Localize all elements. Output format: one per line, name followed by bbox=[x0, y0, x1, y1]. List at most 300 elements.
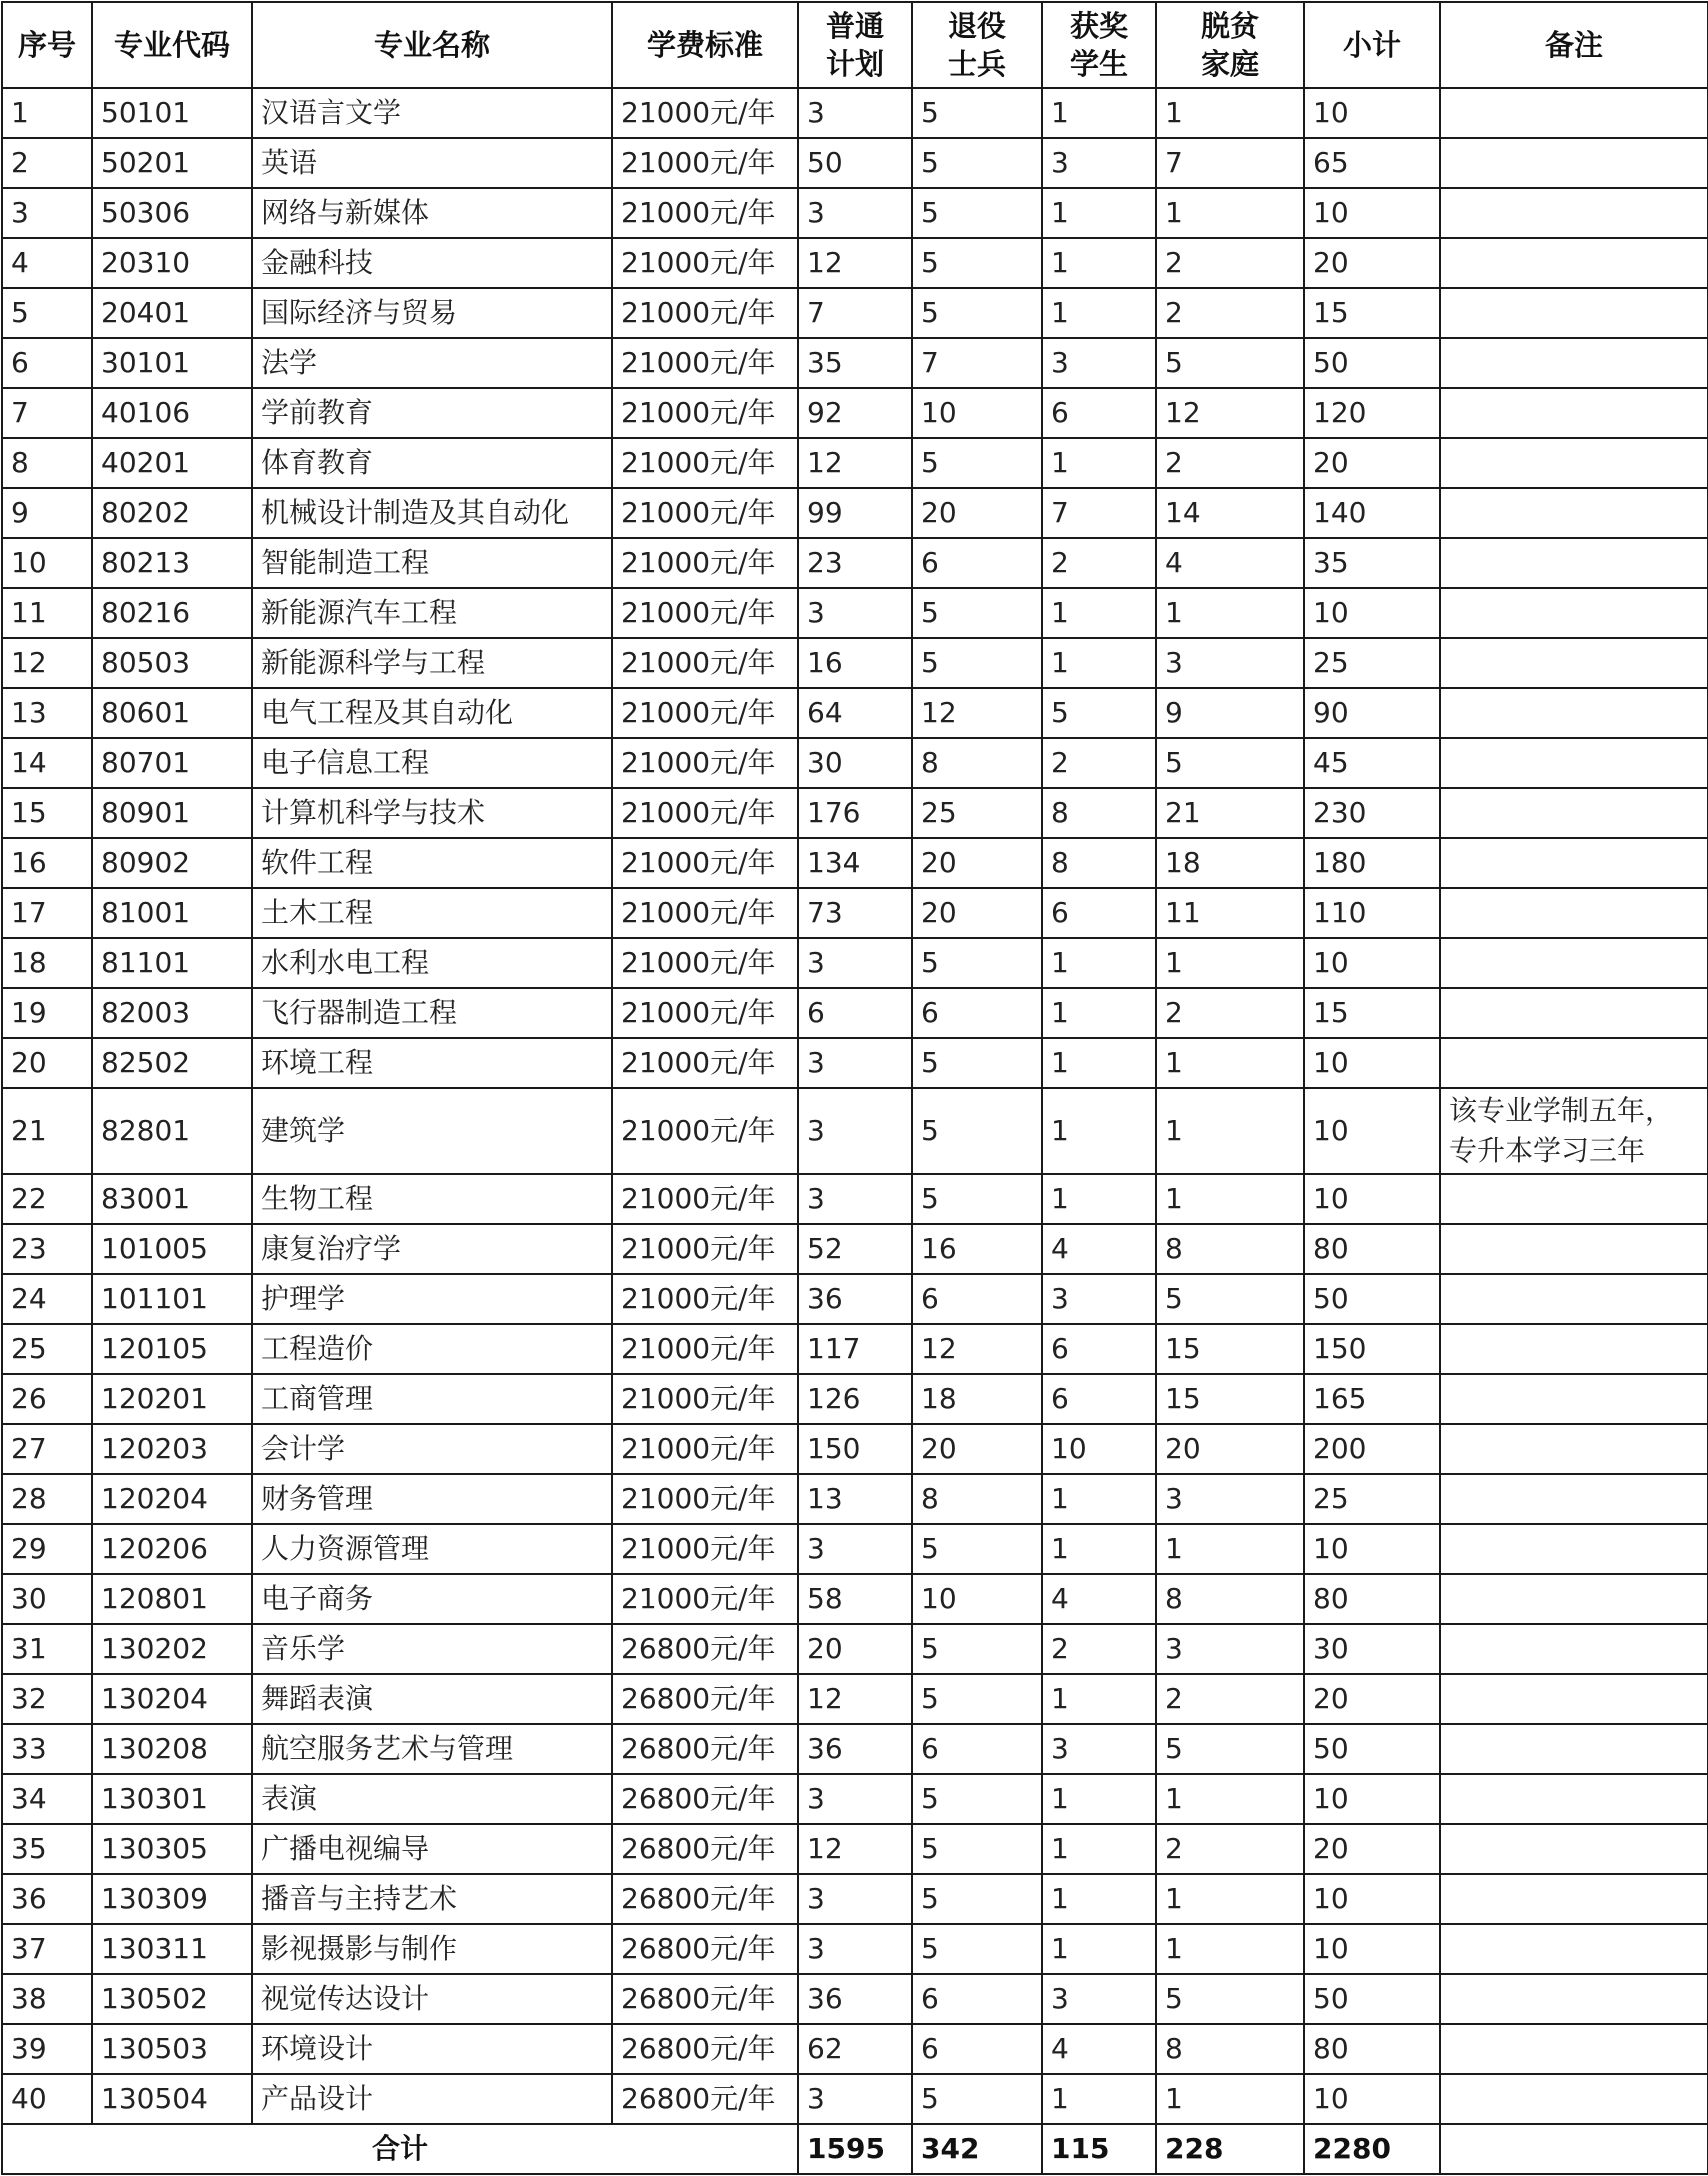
header-name: 专业名称 bbox=[252, 2, 612, 88]
cell-fee: 21000元/年 bbox=[612, 288, 798, 338]
cell-name: 舞蹈表演 bbox=[252, 1674, 612, 1724]
cell-poverty: 2 bbox=[1156, 1674, 1304, 1724]
header-remarks: 备注 bbox=[1440, 2, 1708, 88]
cell-poverty: 9 bbox=[1156, 688, 1304, 738]
cell-award: 8 bbox=[1042, 838, 1156, 888]
cell-note bbox=[1440, 1724, 1708, 1774]
cell-veteran: 6 bbox=[912, 538, 1042, 588]
table-row bbox=[2, 1424, 1708, 1474]
cell-regular: 7 bbox=[798, 288, 912, 338]
cell-regular: 64 bbox=[798, 688, 912, 738]
cell-poverty: 1 bbox=[1156, 1038, 1304, 1088]
cell-award: 1 bbox=[1042, 1824, 1156, 1874]
table-row bbox=[2, 1174, 1708, 1224]
cell-veteran: 20 bbox=[912, 888, 1042, 938]
cell-note bbox=[1440, 1224, 1708, 1274]
table-row bbox=[2, 1274, 1708, 1324]
cell-veteran: 8 bbox=[912, 1474, 1042, 1524]
cell-award: 7 bbox=[1042, 488, 1156, 538]
cell-regular: 30 bbox=[798, 738, 912, 788]
cell-fee: 21000元/年 bbox=[612, 938, 798, 988]
cell-name: 工商管理 bbox=[252, 1374, 612, 1424]
cell-veteran: 5 bbox=[912, 138, 1042, 188]
cell-fee: 21000元/年 bbox=[612, 1524, 798, 1574]
cell-note bbox=[1440, 1174, 1708, 1224]
cell-regular: 3 bbox=[798, 1774, 912, 1824]
table-row bbox=[2, 888, 1708, 938]
cell-note bbox=[1440, 738, 1708, 788]
cell-poverty: 12 bbox=[1156, 388, 1304, 438]
cell-name: 新能源汽车工程 bbox=[252, 588, 612, 638]
cell-regular: 3 bbox=[798, 1174, 912, 1224]
cell-seq: 32 bbox=[2, 1674, 92, 1724]
cell-fee: 21000元/年 bbox=[612, 1324, 798, 1374]
cell-note bbox=[1440, 988, 1708, 1038]
cell-fee: 26800元/年 bbox=[612, 1774, 798, 1824]
cell-award: 1 bbox=[1042, 1088, 1156, 1174]
cell-regular: 3 bbox=[798, 588, 912, 638]
cell-subtotal: 20 bbox=[1304, 438, 1440, 488]
cell-poverty: 1 bbox=[1156, 1524, 1304, 1574]
cell-poverty: 5 bbox=[1156, 738, 1304, 788]
cell-subtotal: 165 bbox=[1304, 1374, 1440, 1424]
cell-code: 130311 bbox=[92, 1924, 252, 1974]
cell-veteran: 6 bbox=[912, 1974, 1042, 2024]
cell-poverty: 3 bbox=[1156, 1624, 1304, 1674]
cell-seq: 19 bbox=[2, 988, 92, 1038]
table-row bbox=[2, 238, 1708, 288]
cell-name: 表演 bbox=[252, 1774, 612, 1824]
cell-veteran: 5 bbox=[912, 88, 1042, 138]
cell-seq: 27 bbox=[2, 1424, 92, 1474]
cell-award: 1 bbox=[1042, 2074, 1156, 2124]
table-row bbox=[2, 438, 1708, 488]
cell-code: 83001 bbox=[92, 1174, 252, 1224]
cell-veteran: 18 bbox=[912, 1374, 1042, 1424]
cell-seq: 10 bbox=[2, 538, 92, 588]
cell-poverty: 20 bbox=[1156, 1424, 1304, 1474]
cell-award: 4 bbox=[1042, 2024, 1156, 2074]
table-row bbox=[2, 1038, 1708, 1088]
cell-code: 81101 bbox=[92, 938, 252, 988]
cell-note bbox=[1440, 938, 1708, 988]
cell-poverty: 8 bbox=[1156, 2024, 1304, 2074]
cell-seq: 40 bbox=[2, 2074, 92, 2124]
table-row bbox=[2, 838, 1708, 888]
cell-code: 80213 bbox=[92, 538, 252, 588]
cell-subtotal: 10 bbox=[1304, 1088, 1440, 1174]
cell-name: 飞行器制造工程 bbox=[252, 988, 612, 1038]
cell-subtotal: 10 bbox=[1304, 588, 1440, 638]
cell-award: 8 bbox=[1042, 788, 1156, 838]
table-row bbox=[2, 88, 1708, 138]
cell-fee: 21000元/年 bbox=[612, 1088, 798, 1174]
totals-label: 合计 bbox=[2, 2124, 798, 2174]
cell-poverty: 3 bbox=[1156, 1474, 1304, 1524]
cell-fee: 26800元/年 bbox=[612, 1674, 798, 1724]
cell-subtotal: 10 bbox=[1304, 1924, 1440, 1974]
cell-veteran: 20 bbox=[912, 1424, 1042, 1474]
cell-name: 护理学 bbox=[252, 1274, 612, 1324]
cell-poverty: 2 bbox=[1156, 988, 1304, 1038]
cell-regular: 12 bbox=[798, 438, 912, 488]
cell-subtotal: 50 bbox=[1304, 1274, 1440, 1324]
cell-code: 120801 bbox=[92, 1574, 252, 1624]
cell-subtotal: 50 bbox=[1304, 1724, 1440, 1774]
table-row bbox=[2, 1624, 1708, 1674]
cell-award: 3 bbox=[1042, 138, 1156, 188]
cell-award: 1 bbox=[1042, 1524, 1156, 1574]
totals-regular: 1595 bbox=[798, 2124, 912, 2174]
cell-regular: 99 bbox=[798, 488, 912, 538]
cell-name: 航空服务艺术与管理 bbox=[252, 1724, 612, 1774]
cell-veteran: 5 bbox=[912, 1174, 1042, 1224]
cell-note bbox=[1440, 438, 1708, 488]
cell-note bbox=[1440, 688, 1708, 738]
cell-name: 英语 bbox=[252, 138, 612, 188]
table-row bbox=[2, 1524, 1708, 1574]
cell-seq: 31 bbox=[2, 1624, 92, 1674]
cell-subtotal: 10 bbox=[1304, 938, 1440, 988]
cell-name: 土木工程 bbox=[252, 888, 612, 938]
cell-seq: 22 bbox=[2, 1174, 92, 1224]
cell-regular: 52 bbox=[798, 1224, 912, 1274]
cell-fee: 21000元/年 bbox=[612, 438, 798, 488]
cell-veteran: 5 bbox=[912, 438, 1042, 488]
cell-veteran: 25 bbox=[912, 788, 1042, 838]
table-row bbox=[2, 488, 1708, 538]
cell-poverty: 21 bbox=[1156, 788, 1304, 838]
cell-code: 101005 bbox=[92, 1224, 252, 1274]
cell-veteran: 5 bbox=[912, 2074, 1042, 2124]
cell-regular: 36 bbox=[798, 1274, 912, 1324]
cell-seq: 7 bbox=[2, 388, 92, 438]
cell-code: 80701 bbox=[92, 738, 252, 788]
cell-subtotal: 110 bbox=[1304, 888, 1440, 938]
cell-regular: 12 bbox=[798, 1824, 912, 1874]
table-row bbox=[2, 1224, 1708, 1274]
cell-code: 80503 bbox=[92, 638, 252, 688]
cell-note bbox=[1440, 2074, 1708, 2124]
cell-poverty: 18 bbox=[1156, 838, 1304, 888]
cell-veteran: 5 bbox=[912, 638, 1042, 688]
cell-fee: 21000元/年 bbox=[612, 388, 798, 438]
cell-regular: 117 bbox=[798, 1324, 912, 1374]
cell-award: 1 bbox=[1042, 238, 1156, 288]
totals-poverty: 228 bbox=[1156, 2124, 1304, 2174]
cell-award: 6 bbox=[1042, 1324, 1156, 1374]
table-row bbox=[2, 388, 1708, 438]
cell-subtotal: 120 bbox=[1304, 388, 1440, 438]
cell-fee: 21000元/年 bbox=[612, 688, 798, 738]
cell-name: 康复治疗学 bbox=[252, 1224, 612, 1274]
cell-poverty: 2 bbox=[1156, 1824, 1304, 1874]
cell-veteran: 5 bbox=[912, 238, 1042, 288]
cell-poverty: 15 bbox=[1156, 1374, 1304, 1424]
header-row bbox=[2, 2, 1708, 88]
cell-poverty: 1 bbox=[1156, 588, 1304, 638]
table-row bbox=[2, 538, 1708, 588]
cell-note bbox=[1440, 488, 1708, 538]
cell-subtotal: 140 bbox=[1304, 488, 1440, 538]
cell-subtotal: 20 bbox=[1304, 1824, 1440, 1874]
cell-note bbox=[1440, 188, 1708, 238]
cell-note bbox=[1440, 538, 1708, 588]
cell-note bbox=[1440, 1274, 1708, 1324]
cell-note bbox=[1440, 138, 1708, 188]
cell-code: 130204 bbox=[92, 1674, 252, 1724]
cell-award: 2 bbox=[1042, 1624, 1156, 1674]
cell-poverty: 5 bbox=[1156, 1274, 1304, 1324]
table-row bbox=[2, 188, 1708, 238]
cell-seq: 3 bbox=[2, 188, 92, 238]
cell-award: 6 bbox=[1042, 888, 1156, 938]
totals-subtotal: 2280 bbox=[1304, 2124, 1440, 2174]
table-row bbox=[2, 988, 1708, 1038]
cell-name: 广播电视编导 bbox=[252, 1824, 612, 1874]
cell-veteran: 7 bbox=[912, 338, 1042, 388]
cell-subtotal: 65 bbox=[1304, 138, 1440, 188]
cell-subtotal: 180 bbox=[1304, 838, 1440, 888]
totals-note bbox=[1440, 2124, 1708, 2174]
cell-fee: 21000元/年 bbox=[612, 238, 798, 288]
cell-subtotal: 80 bbox=[1304, 1574, 1440, 1624]
cell-poverty: 14 bbox=[1156, 488, 1304, 538]
cell-award: 2 bbox=[1042, 538, 1156, 588]
cell-regular: 3 bbox=[798, 1088, 912, 1174]
cell-seq: 33 bbox=[2, 1724, 92, 1774]
cell-name: 学前教育 bbox=[252, 388, 612, 438]
cell-poverty: 5 bbox=[1156, 338, 1304, 388]
cell-code: 80902 bbox=[92, 838, 252, 888]
cell-name: 软件工程 bbox=[252, 838, 612, 888]
cell-award: 1 bbox=[1042, 1924, 1156, 1974]
cell-poverty: 4 bbox=[1156, 538, 1304, 588]
cell-note bbox=[1440, 1424, 1708, 1474]
table-row bbox=[2, 1824, 1708, 1874]
cell-award: 1 bbox=[1042, 1174, 1156, 1224]
cell-regular: 3 bbox=[798, 1038, 912, 1088]
cell-fee: 21000元/年 bbox=[612, 1574, 798, 1624]
cell-regular: 134 bbox=[798, 838, 912, 888]
cell-note bbox=[1440, 288, 1708, 338]
cell-name: 视觉传达设计 bbox=[252, 1974, 612, 2024]
cell-poverty: 1 bbox=[1156, 1774, 1304, 1824]
cell-code: 82502 bbox=[92, 1038, 252, 1088]
cell-regular: 23 bbox=[798, 538, 912, 588]
cell-seq: 4 bbox=[2, 238, 92, 288]
header-subtotal: 小计 bbox=[1304, 2, 1440, 88]
cell-poverty: 1 bbox=[1156, 938, 1304, 988]
cell-award: 3 bbox=[1042, 338, 1156, 388]
cell-name: 电子信息工程 bbox=[252, 738, 612, 788]
cell-name: 新能源科学与工程 bbox=[252, 638, 612, 688]
cell-name: 国际经济与贸易 bbox=[252, 288, 612, 338]
cell-poverty: 15 bbox=[1156, 1324, 1304, 1374]
table-row bbox=[2, 1574, 1708, 1624]
cell-veteran: 10 bbox=[912, 388, 1042, 438]
cell-veteran: 5 bbox=[912, 1774, 1042, 1824]
cell-award: 4 bbox=[1042, 1224, 1156, 1274]
cell-veteran: 20 bbox=[912, 838, 1042, 888]
cell-note bbox=[1440, 388, 1708, 438]
cell-regular: 3 bbox=[798, 1524, 912, 1574]
cell-fee: 21000元/年 bbox=[612, 988, 798, 1038]
cell-note bbox=[1440, 1874, 1708, 1924]
cell-regular: 12 bbox=[798, 1674, 912, 1724]
cell-veteran: 5 bbox=[912, 1824, 1042, 1874]
cell-seq: 16 bbox=[2, 838, 92, 888]
cell-fee: 21000元/年 bbox=[612, 788, 798, 838]
cell-seq: 37 bbox=[2, 1924, 92, 1974]
cell-fee: 21000元/年 bbox=[612, 138, 798, 188]
header-regular-line2: 计划 bbox=[825, 47, 884, 81]
cell-note bbox=[1440, 88, 1708, 138]
cell-veteran: 5 bbox=[912, 188, 1042, 238]
cell-seq: 34 bbox=[2, 1774, 92, 1824]
cell-name: 机械设计制造及其自动化 bbox=[252, 488, 612, 538]
cell-note bbox=[1440, 838, 1708, 888]
table-row bbox=[2, 1088, 1708, 1174]
cell-regular: 20 bbox=[798, 1624, 912, 1674]
cell-seq: 17 bbox=[2, 888, 92, 938]
cell-award: 1 bbox=[1042, 1674, 1156, 1724]
header-regular bbox=[798, 2, 912, 88]
cell-award: 10 bbox=[1042, 1424, 1156, 1474]
cell-regular: 35 bbox=[798, 338, 912, 388]
header-veteran-line1: 退役 bbox=[947, 9, 1006, 43]
cell-subtotal: 10 bbox=[1304, 188, 1440, 238]
cell-veteran: 5 bbox=[912, 1674, 1042, 1724]
cell-poverty: 1 bbox=[1156, 1174, 1304, 1224]
cell-award: 6 bbox=[1042, 388, 1156, 438]
cell-code: 130202 bbox=[92, 1624, 252, 1674]
table-row bbox=[2, 688, 1708, 738]
cell-award: 1 bbox=[1042, 638, 1156, 688]
cell-poverty: 1 bbox=[1156, 1924, 1304, 1974]
cell-award: 3 bbox=[1042, 1274, 1156, 1324]
cell-seq: 25 bbox=[2, 1324, 92, 1374]
cell-regular: 3 bbox=[798, 1874, 912, 1924]
cell-award: 1 bbox=[1042, 288, 1156, 338]
cell-fee: 21000元/年 bbox=[612, 338, 798, 388]
table-body bbox=[2, 88, 1708, 2124]
cell-seq: 29 bbox=[2, 1524, 92, 1574]
cell-poverty: 1 bbox=[1156, 188, 1304, 238]
cell-fee: 21000元/年 bbox=[612, 188, 798, 238]
cell-veteran: 5 bbox=[912, 1088, 1042, 1174]
cell-award: 1 bbox=[1042, 1874, 1156, 1924]
cell-note bbox=[1440, 2024, 1708, 2074]
header-poverty-line2: 家庭 bbox=[1200, 47, 1259, 81]
cell-veteran: 5 bbox=[912, 938, 1042, 988]
cell-name: 播音与主持艺术 bbox=[252, 1874, 612, 1924]
cell-fee: 21000元/年 bbox=[612, 1474, 798, 1524]
cell-code: 40201 bbox=[92, 438, 252, 488]
cell-fee: 26800元/年 bbox=[612, 1924, 798, 1974]
cell-veteran: 5 bbox=[912, 1038, 1042, 1088]
header-poverty-line1: 脱贫 bbox=[1200, 9, 1259, 43]
cell-seq: 11 bbox=[2, 588, 92, 638]
cell-subtotal: 30 bbox=[1304, 1624, 1440, 1674]
cell-award: 3 bbox=[1042, 1974, 1156, 2024]
cell-veteran: 5 bbox=[912, 588, 1042, 638]
cell-name: 环境设计 bbox=[252, 2024, 612, 2074]
cell-note bbox=[1440, 1574, 1708, 1624]
cell-poverty: 5 bbox=[1156, 1974, 1304, 2024]
cell-code: 120206 bbox=[92, 1524, 252, 1574]
cell-award: 1 bbox=[1042, 988, 1156, 1038]
cell-poverty: 2 bbox=[1156, 238, 1304, 288]
cell-note bbox=[1440, 1038, 1708, 1088]
cell-fee: 26800元/年 bbox=[612, 1974, 798, 2024]
cell-name: 人力资源管理 bbox=[252, 1524, 612, 1574]
table-row bbox=[2, 288, 1708, 338]
cell-poverty: 1 bbox=[1156, 1088, 1304, 1174]
cell-award: 1 bbox=[1042, 588, 1156, 638]
cell-fee: 21000元/年 bbox=[612, 1424, 798, 1474]
cell-code: 130504 bbox=[92, 2074, 252, 2124]
cell-award: 3 bbox=[1042, 1724, 1156, 1774]
cell-fee: 21000元/年 bbox=[612, 1224, 798, 1274]
cell-veteran: 6 bbox=[912, 988, 1042, 1038]
cell-name: 环境工程 bbox=[252, 1038, 612, 1088]
cell-fee: 26800元/年 bbox=[612, 1874, 798, 1924]
cell-regular: 16 bbox=[798, 638, 912, 688]
cell-name: 电子商务 bbox=[252, 1574, 612, 1624]
cell-note bbox=[1440, 238, 1708, 288]
cell-veteran: 5 bbox=[912, 1524, 1042, 1574]
cell-seq: 20 bbox=[2, 1038, 92, 1088]
cell-code: 120105 bbox=[92, 1324, 252, 1374]
cell-code: 130301 bbox=[92, 1774, 252, 1824]
cell-name: 电气工程及其自动化 bbox=[252, 688, 612, 738]
cell-note bbox=[1440, 338, 1708, 388]
cell-seq: 14 bbox=[2, 738, 92, 788]
cell-poverty: 2 bbox=[1156, 438, 1304, 488]
table-row bbox=[2, 2074, 1708, 2124]
cell-note bbox=[1440, 638, 1708, 688]
header-veteran-line2: 士兵 bbox=[947, 47, 1006, 81]
cell-subtotal: 10 bbox=[1304, 88, 1440, 138]
header-seq: 序号 bbox=[2, 2, 92, 88]
cell-subtotal: 25 bbox=[1304, 1474, 1440, 1524]
table-row bbox=[2, 138, 1708, 188]
cell-veteran: 5 bbox=[912, 1874, 1042, 1924]
cell-regular: 150 bbox=[798, 1424, 912, 1474]
totals-row bbox=[2, 2124, 1708, 2174]
cell-note bbox=[1440, 1324, 1708, 1374]
header-code: 专业代码 bbox=[92, 2, 252, 88]
header-award-line2: 学生 bbox=[1069, 47, 1128, 81]
cell-fee: 26800元/年 bbox=[612, 2074, 798, 2124]
table-row bbox=[2, 338, 1708, 388]
cell-seq: 13 bbox=[2, 688, 92, 738]
table-row bbox=[2, 938, 1708, 988]
cell-regular: 6 bbox=[798, 988, 912, 1038]
cell-note: 该专业学制五年，专升本学习三年 bbox=[1440, 1088, 1708, 1174]
cell-code: 120201 bbox=[92, 1374, 252, 1424]
cell-regular: 3 bbox=[798, 188, 912, 238]
cell-note bbox=[1440, 1624, 1708, 1674]
cell-subtotal: 230 bbox=[1304, 788, 1440, 838]
cell-name: 体育教育 bbox=[252, 438, 612, 488]
cell-seq: 8 bbox=[2, 438, 92, 488]
cell-note bbox=[1440, 1924, 1708, 1974]
cell-subtotal: 20 bbox=[1304, 1674, 1440, 1724]
cell-award: 2 bbox=[1042, 738, 1156, 788]
table-row bbox=[2, 1974, 1708, 2024]
